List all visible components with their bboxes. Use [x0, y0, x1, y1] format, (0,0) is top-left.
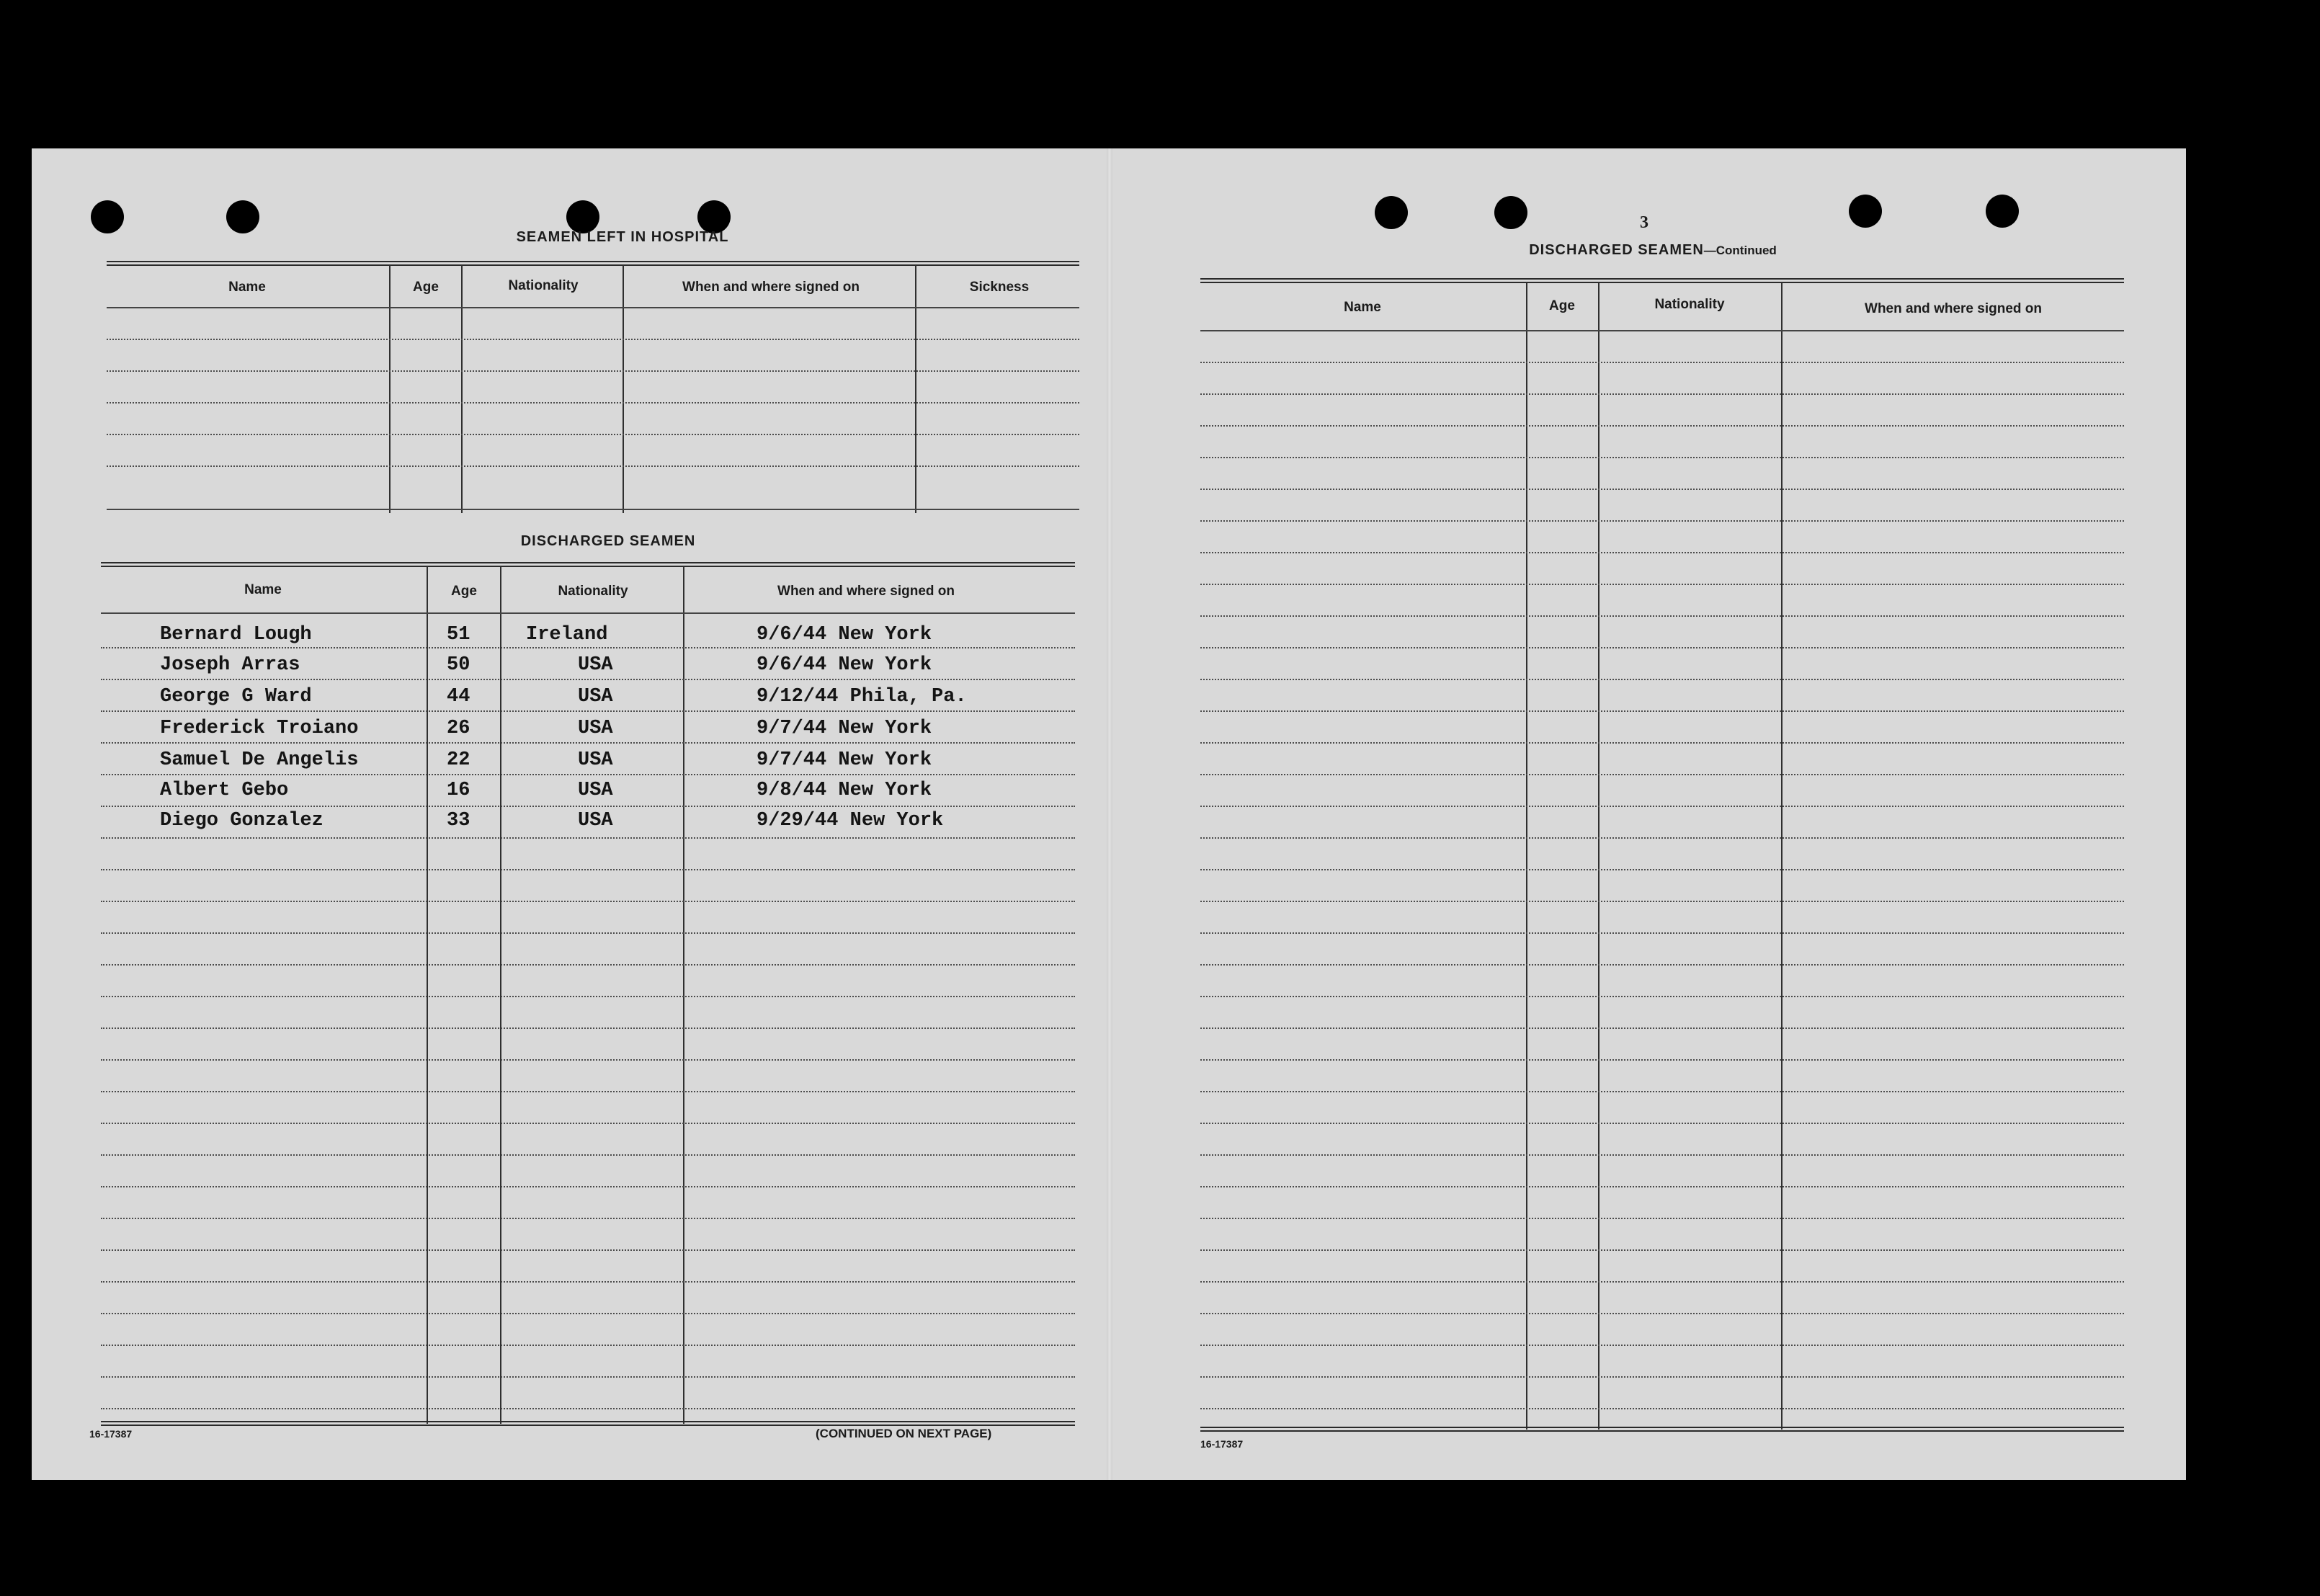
table-top-rule: [1200, 278, 2124, 283]
ruled-line: [107, 465, 1079, 467]
seaman-signed-on: 9/7/44 New York: [757, 749, 932, 771]
ruled-line: [1200, 1123, 2124, 1124]
col-header-name: Name: [244, 582, 282, 597]
ruled-line: [1200, 552, 2124, 553]
seaman-name: Albert Gebo: [160, 780, 289, 801]
seaman-signed-on: 9/29/44 New York: [757, 810, 944, 832]
ruled-line: [1200, 1027, 2124, 1029]
document-sheet: [32, 148, 2186, 1480]
seaman-age: 44: [447, 686, 470, 708]
ruled-line: [1200, 489, 2124, 490]
ruled-line: [101, 869, 1075, 870]
ruled-line: [1200, 710, 2124, 712]
form-number: 16-17387: [89, 1428, 133, 1440]
ruled-line: [1200, 1281, 2124, 1283]
center-fold: [1107, 148, 1112, 1480]
col-header-nationality: Nationality: [1654, 297, 1725, 312]
seaman-name: Diego Gonzalez: [160, 810, 324, 832]
right-page: [1112, 148, 2186, 1480]
seaman-age: 51: [447, 624, 470, 646]
ruled-line: [1200, 996, 2124, 997]
ruled-line: [1200, 774, 2124, 775]
seaman-age: 22: [447, 749, 470, 771]
column-divider: [427, 566, 428, 1424]
ruled-line: [101, 1376, 1075, 1378]
col-header-nationality: Nationality: [558, 584, 628, 599]
ruled-line: [1200, 1091, 2124, 1092]
ruled-line: [1200, 1186, 2124, 1187]
col-header-signed-on: When and where signed on: [682, 280, 860, 295]
ruled-line: [101, 710, 1075, 712]
form-number: 16-17387: [1200, 1438, 1244, 1450]
column-divider: [1781, 282, 1783, 1430]
ruled-line: [101, 1345, 1075, 1346]
seaman-signed-on: 9/6/44 New York: [757, 624, 932, 646]
col-header-name: Name: [228, 280, 266, 295]
ruled-line: [1200, 869, 2124, 870]
ruled-line: [101, 1313, 1075, 1314]
ruled-line: [1200, 457, 2124, 458]
ruled-line: [107, 339, 1079, 340]
table-top-rule: [101, 562, 1075, 567]
ruled-line: [1200, 1408, 2124, 1409]
seaman-signed-on: 9/8/44 New York: [757, 780, 932, 801]
ruled-line: [1200, 362, 2124, 363]
ruled-line: [101, 932, 1075, 934]
ruled-line: [1200, 932, 2124, 934]
header-underline: [107, 307, 1079, 308]
seaman-nationality: USA: [578, 749, 613, 771]
ruled-line: [1200, 520, 2124, 522]
seaman-name: Samuel De Angelis: [160, 749, 359, 771]
ruled-line: [101, 1059, 1075, 1061]
ruled-line: [1200, 647, 2124, 648]
ruled-line: [101, 1408, 1075, 1409]
column-divider: [623, 265, 624, 513]
header-underline: [101, 612, 1075, 614]
ruled-line: [101, 1123, 1075, 1124]
ruled-line: [107, 402, 1079, 404]
col-header-age: Age: [451, 584, 477, 599]
ruled-line: [101, 1218, 1075, 1219]
seaman-signed-on: 9/12/44 Phila, Pa.: [757, 686, 967, 708]
ruled-line: [101, 1281, 1075, 1283]
ruled-line: [101, 774, 1075, 775]
col-header-sickness: Sickness: [969, 280, 1030, 295]
ruled-line: [1200, 742, 2124, 744]
ruled-line: [1200, 1249, 2124, 1251]
ruled-line: [1200, 1218, 2124, 1219]
seaman-name: Frederick Troiano: [160, 718, 359, 739]
table-bottom-rule: [1200, 1427, 2124, 1432]
ruled-line: [101, 1027, 1075, 1029]
col-header-age: Age: [1549, 298, 1575, 313]
ruled-line: [101, 1249, 1075, 1251]
ruled-line: [1200, 1345, 2124, 1346]
col-header-name: Name: [1344, 300, 1381, 315]
section-title-text: DISCHARGED SEAMEN: [1529, 242, 1704, 258]
continued-section-title: [1458, 242, 1847, 259]
seaman-nationality: Ireland: [526, 624, 608, 646]
ruled-line: [1200, 615, 2124, 617]
ruled-line: [1200, 1376, 2124, 1378]
ruled-line: [1200, 1059, 2124, 1061]
ruled-line: [1200, 679, 2124, 680]
column-divider: [683, 566, 684, 1424]
ruled-line: [1200, 425, 2124, 427]
seaman-nationality: USA: [578, 718, 613, 739]
ruled-line: [101, 996, 1075, 997]
seaman-nationality: USA: [578, 810, 613, 832]
seaman-nationality: USA: [578, 686, 613, 708]
col-header-nationality: Nationality: [508, 278, 579, 293]
discharged-section-title: DISCHARGED SEAMEN: [520, 533, 696, 549]
ruled-line: [1200, 1154, 2124, 1156]
seaman-age: 16: [447, 780, 470, 801]
ruled-line: [1200, 806, 2124, 807]
col-header-age: Age: [413, 280, 439, 295]
seaman-age: 33: [447, 810, 470, 832]
ruled-line: [101, 837, 1075, 839]
ruled-line: [101, 901, 1075, 902]
column-divider: [1598, 282, 1600, 1430]
ruled-line: [101, 806, 1075, 807]
ruled-line: [101, 1091, 1075, 1092]
ruled-line: [107, 509, 1079, 510]
column-divider: [1526, 282, 1527, 1430]
seaman-name: George G Ward: [160, 686, 312, 708]
hospital-section-title: SEAMEN LEFT IN HOSPITAL: [516, 229, 729, 245]
ruled-line: [101, 647, 1075, 648]
ruled-line: [101, 1154, 1075, 1156]
col-header-signed-on: When and where signed on: [777, 584, 955, 599]
seaman-age: 26: [447, 718, 470, 739]
ruled-line: [107, 434, 1079, 435]
page-number: 3: [1640, 213, 1648, 232]
column-divider: [915, 265, 916, 513]
discharged-table: [101, 562, 1075, 1434]
ruled-line: [1200, 393, 2124, 395]
table-bottom-rule: [101, 1421, 1075, 1426]
header-underline: [1200, 330, 2124, 331]
ruled-line: [1200, 584, 2124, 585]
column-divider: [389, 265, 391, 513]
seaman-name: Joseph Arras: [160, 654, 300, 676]
continued-note: (CONTINUED ON NEXT PAGE): [816, 1427, 992, 1440]
discharged-continued-table: [1200, 278, 2124, 1438]
ruled-line: [1200, 837, 2124, 839]
seaman-age: 50: [447, 654, 470, 676]
ruled-line: [101, 964, 1075, 966]
ruled-line: [1200, 1313, 2124, 1314]
seaman-name: Bernard Lough: [160, 624, 312, 646]
ruled-line: [101, 679, 1075, 680]
section-title-suffix: —Continued: [1703, 244, 1777, 257]
ruled-line: [107, 370, 1079, 372]
seaman-signed-on: 9/6/44 New York: [757, 654, 932, 676]
table-top-rule: [107, 261, 1079, 266]
ruled-line: [1200, 964, 2124, 966]
seaman-nationality: USA: [578, 654, 613, 676]
ruled-line: [1200, 901, 2124, 902]
column-divider: [500, 566, 501, 1424]
seaman-signed-on: 9/7/44 New York: [757, 718, 932, 739]
col-header-signed-on: When and where signed on: [1865, 301, 2042, 316]
column-divider: [461, 265, 463, 513]
ruled-line: [101, 742, 1075, 744]
seaman-nationality: USA: [578, 780, 613, 801]
left-page: [32, 148, 1107, 1480]
ruled-line: [101, 1186, 1075, 1187]
